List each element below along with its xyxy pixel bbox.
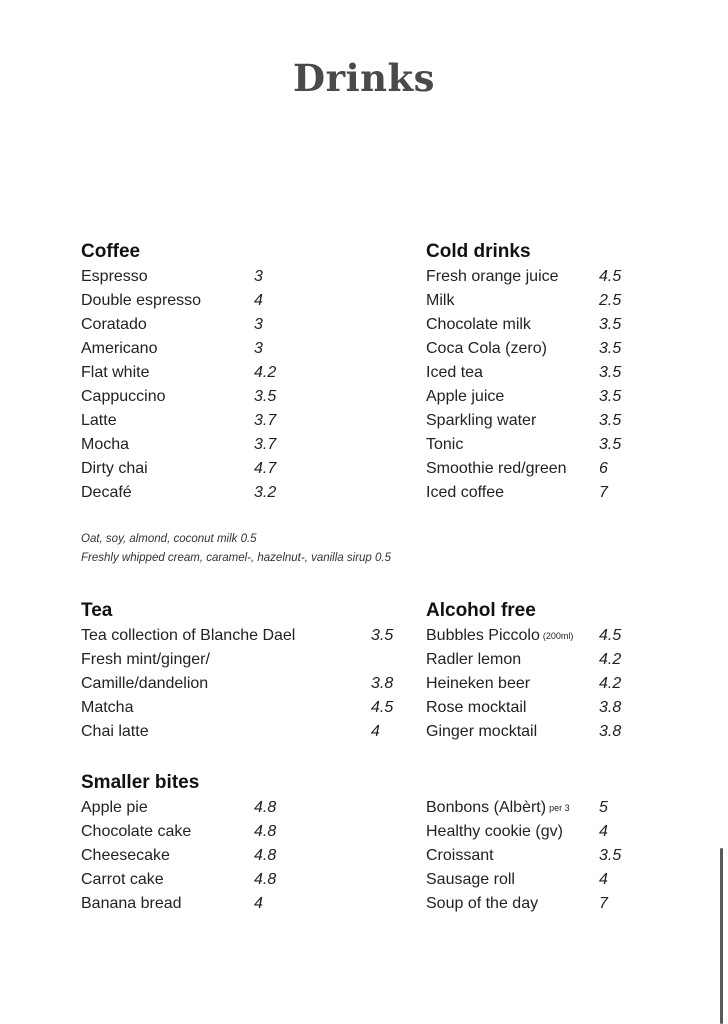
note-line: Oat, soy, almond, coconut milk 0.5 [81, 533, 257, 545]
tea-section [81, 598, 394, 744]
smaller-bites-heading: Smaller bites [81, 772, 200, 793]
scrollbar[interactable] [720, 848, 723, 1024]
menu-item [81, 892, 263, 916]
item-price: 4.8 [254, 847, 277, 864]
item-name: Coratado [81, 316, 147, 333]
menu-item [426, 313, 622, 337]
menu-item [81, 385, 277, 409]
item-name: Espresso [81, 268, 148, 285]
item-name: Heineken beer [426, 675, 531, 692]
item-price: 3.7 [254, 436, 277, 453]
item-name: Milk [426, 292, 455, 309]
item-name: Decafé [81, 484, 132, 501]
item-name: Healthy cookie (gv) [426, 823, 563, 840]
menu-item [426, 672, 622, 696]
coffee-section [81, 239, 277, 505]
cold-drinks-section [426, 239, 622, 505]
item-price: 7 [599, 895, 608, 912]
menu-item [81, 672, 394, 696]
item-price: 4.5 [599, 627, 622, 644]
item-price: 4 [371, 723, 380, 740]
item-name: Mocha [81, 436, 130, 453]
item-price: 4.5 [371, 699, 394, 716]
item-name: Apple pie [81, 799, 148, 816]
menu-item [426, 409, 622, 433]
menu-item [426, 361, 622, 385]
item-name: Croissant [426, 847, 494, 864]
item-price: 4 [254, 895, 263, 912]
item-price: 3.5 [599, 316, 622, 333]
menu-item [81, 624, 394, 648]
item-name: Iced coffee [426, 484, 504, 501]
menu-item [81, 696, 394, 720]
menu-item [81, 457, 277, 481]
item-name: Sausage roll [426, 871, 515, 888]
item-name: Latte [81, 412, 117, 429]
item-name-text: Bubbles Piccolo [426, 627, 540, 644]
item-price: 3 [254, 340, 263, 357]
item-name: Rose mocktail [426, 699, 527, 716]
item-name: Chocolate milk [426, 316, 531, 333]
menu-item [426, 720, 622, 744]
item-price: 3.7 [254, 412, 277, 429]
item-name: Chai latte [81, 723, 149, 740]
item-price: 3 [254, 268, 263, 285]
cold-drinks-heading: Cold drinks [426, 241, 531, 262]
item-name: Tea collection of Blanche Dael [81, 627, 296, 644]
item-name: Apple juice [426, 388, 505, 405]
item-price: 3.5 [599, 388, 622, 405]
menu-item [81, 844, 277, 868]
item-name: Chocolate cake [81, 823, 192, 840]
item-name: Americano [81, 340, 158, 357]
menu-item [81, 409, 277, 433]
menu-item [81, 433, 277, 457]
item-name: Banana bread [81, 895, 182, 912]
item-price: 4.8 [254, 823, 277, 840]
menu-item [81, 820, 277, 844]
menu-item [81, 481, 277, 505]
tea-heading: Tea [81, 600, 113, 621]
alcohol-free-section [426, 598, 622, 744]
note-line: Freshly whipped cream, caramel-, hazelnut-, vanilla sirup 0.5 [81, 552, 391, 564]
menu-item [81, 720, 380, 744]
coffee-heading: Coffee [81, 241, 141, 262]
item-price: 3.5 [599, 847, 622, 864]
menu-item [81, 361, 277, 385]
item-name: Cheesecake [81, 847, 170, 864]
item-price: 4.2 [599, 651, 622, 668]
menu-item [81, 796, 277, 820]
item-name: Soup of the day [426, 895, 539, 912]
item-note: per 3 [549, 803, 570, 813]
item-name: Ginger mocktail [426, 723, 538, 740]
menu-item [426, 457, 608, 481]
item-name: Fresh mint/ginger/ [81, 651, 210, 668]
item-price: 4 [599, 871, 608, 888]
menu-item [426, 265, 622, 289]
item-price: 3.8 [599, 699, 622, 716]
menu-item [81, 289, 263, 313]
item-price: 5 [599, 799, 608, 816]
item-price: 3 [254, 316, 263, 333]
item-name: Cappuccino [81, 388, 166, 405]
item-price: 4.8 [254, 799, 277, 816]
item-name: Iced tea [426, 364, 483, 381]
menu-item [81, 265, 263, 289]
item-name: Camille/dandelion [81, 675, 209, 692]
item-price: 3.5 [599, 412, 622, 429]
menu-item [426, 624, 622, 648]
item-name: Dirty chai [81, 460, 148, 477]
item-name: Double espresso [81, 292, 202, 309]
item-name: Tonic [426, 436, 464, 453]
extras-notes [81, 530, 391, 568]
item-price: 4.8 [254, 871, 277, 888]
item-name: Radler lemon [426, 651, 522, 668]
smaller-bites-section [81, 770, 277, 916]
page-title: Drinks [292, 56, 435, 100]
item-name: Coca Cola (zero) [426, 340, 547, 357]
item-note: (200ml) [542, 631, 574, 641]
item-name: Carrot cake [81, 871, 164, 888]
menu-item [426, 648, 622, 672]
item-price: 3.5 [599, 340, 622, 357]
item-price: 3.5 [599, 364, 622, 381]
item-name: Smoothie red/green [426, 460, 567, 477]
item-price: 3.8 [371, 675, 394, 692]
item-price: 3.5 [371, 627, 394, 644]
item-price: 3.2 [254, 484, 277, 501]
menu-item [81, 337, 263, 361]
item-price: 4 [599, 823, 608, 840]
item-price: 4.5 [599, 268, 622, 285]
alcohol-free-heading: Alcohol free [426, 600, 536, 621]
item-name: Flat white [81, 364, 150, 381]
item-price: 4.2 [254, 364, 277, 381]
item-name: Fresh orange juice [426, 268, 559, 285]
item-price: 4.2 [599, 675, 622, 692]
item-price: 3.8 [599, 723, 622, 740]
item-price: 7 [599, 484, 608, 501]
menu-item [426, 385, 622, 409]
item-name [426, 796, 570, 820]
item-name: Matcha [81, 699, 134, 716]
item-price: 3.5 [599, 436, 622, 453]
item-name-text: Bonbons (Albèrt) [426, 799, 547, 816]
menu-item [426, 337, 622, 361]
menu-item [426, 433, 622, 457]
item-price: 3.5 [254, 388, 277, 405]
menu-item [426, 289, 622, 313]
menu-item [426, 696, 622, 720]
item-price: 4 [254, 292, 263, 309]
item-name [426, 624, 573, 648]
item-name: Sparkling water [426, 412, 537, 429]
menu-item [81, 313, 263, 337]
menu-item [81, 648, 210, 672]
menu-item [81, 868, 277, 892]
menu-item [426, 481, 608, 505]
item-price: 6 [599, 460, 608, 477]
item-price: 2.5 [599, 292, 622, 309]
item-price: 4.7 [254, 460, 277, 477]
